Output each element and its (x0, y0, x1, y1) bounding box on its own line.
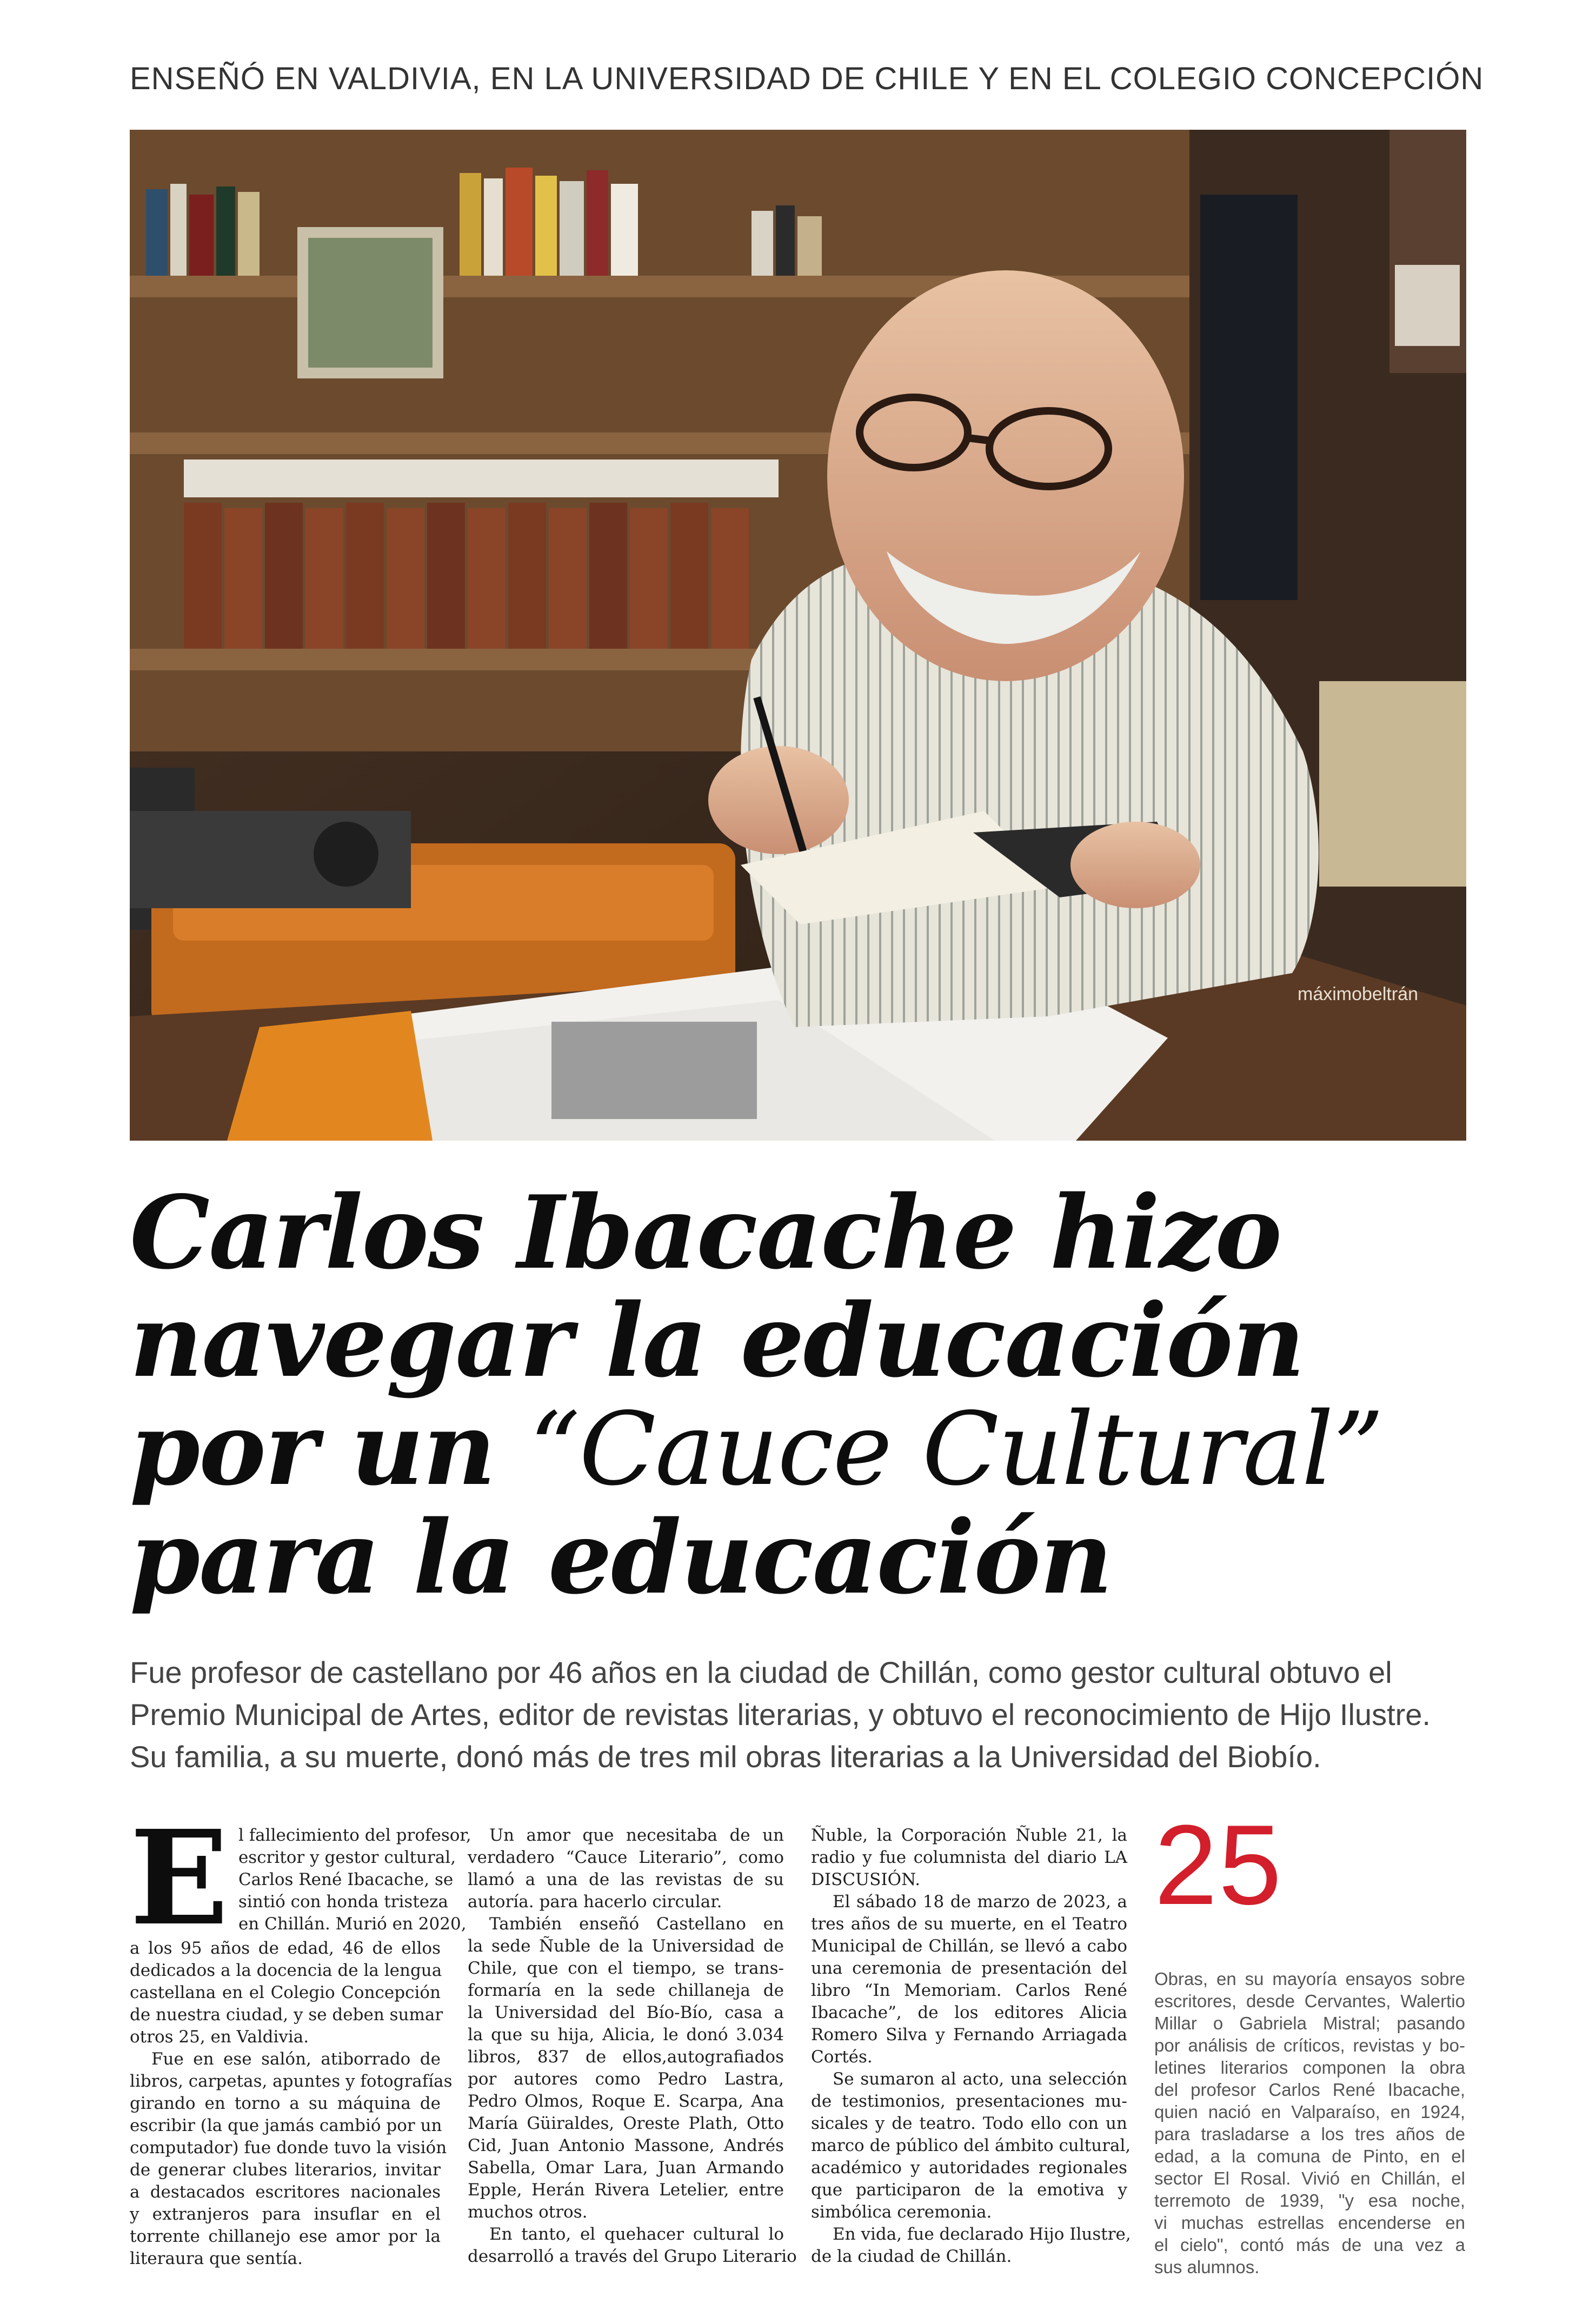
deck (130, 1652, 1476, 1778)
body-line: libros, 837 de ellos,autografiados (468, 2047, 784, 2067)
headline-line-4: para la educación (130, 1498, 1112, 1616)
body-line: libros, carpetas, apuntes y fotografías (130, 2072, 453, 2091)
sidebar-number: 25 (1154, 1801, 1283, 1928)
body-line: de nuestra ciudad, y se deben sumar (130, 2005, 443, 2025)
sidebar-line: letines literarios componen la obra (1154, 2057, 1465, 2077)
body-line: de testimonios, presentaciones mu- (811, 2092, 1127, 2111)
body-line: dedicados a la docencia de la lengua (130, 1961, 442, 1980)
body-line: Chile, que con el tiempo, se trans- (468, 1959, 784, 1978)
body-line: escritor y gestor cultural, (238, 1848, 456, 1867)
body-column-1 (130, 1802, 471, 2270)
body-line: de generar clubes literarios, invitar (130, 2160, 441, 2180)
sidebar-line: para trasladarse a los tres años de (1154, 2124, 1465, 2144)
body-line: literaura que sentía. (130, 2249, 303, 2268)
sidebar-line: escritores, desde Cervantes, Walertio (1154, 1991, 1465, 2011)
sidebar-line: sector El Rosal. Vivió en Chillán, el (1154, 2168, 1465, 2188)
body-line: En vida, fue declarado Hijo Ilustre, (833, 2225, 1131, 2244)
body-line: Fue en ese salón, atiborrado de (151, 2049, 441, 2069)
hanging-jacket (1200, 195, 1298, 600)
body-line: desarrolló a través del Grupo Literario (468, 2247, 797, 2266)
body-line: sicales y de teatro. Todo ello con un (811, 2114, 1127, 2133)
body-line: castellana en el Colegio Concepción (130, 1983, 441, 2002)
drop-cap: E (130, 1802, 229, 1954)
body-line: girando en torno a su máquina de (130, 2094, 441, 2113)
body-line: Pedro Olmos, Roque E. Scarpa, Ana (468, 2092, 784, 2111)
headline-line-3 (130, 1389, 1471, 1508)
body-line: escribir (la que jamás cambió por un (130, 2116, 442, 2135)
body-line: académico y autoridades regionales (811, 2158, 1127, 2178)
body-line: a los 95 años de edad, 46 de ellos (130, 1939, 441, 1958)
body-line: a destacados escritores nacionales (130, 2182, 441, 2202)
body-line: la sede Ñuble de la Universidad de (468, 1936, 784, 1956)
body-line: Epple, Herán Rivera Letelier, entre (468, 2180, 784, 2200)
body-line: en Chillán. Murió en 2020, (238, 1914, 467, 1934)
body-line: l fallecimiento del profesor, (238, 1826, 471, 1845)
body-line: tres años de su muerte, en el Teatro (811, 1914, 1127, 1934)
body-line: Ibacache”, de los editores Alicia (811, 2003, 1127, 2022)
body-line: por autores como Pedro Lastra, (468, 2069, 784, 2089)
sidebar-line: sus alumnos. (1154, 2257, 1260, 2277)
body-line: radio y fue columnista del diario LA (811, 1848, 1127, 1867)
body-line: Se sumaron al acto, una selección (833, 2069, 1127, 2089)
body-line: María Güiraldes, Oreste Plath, Otto (468, 2114, 784, 2133)
deck-line-1: Fue profesor de castellano por 46 años en la ciudad de Chillán, como gestor cultural obtuvo el (130, 1655, 1392, 1689)
sidebar-line: quien nació en Valparaíso, en 1924, (1154, 2102, 1465, 2122)
body-line: verdadero “Cauce Literario”, como (468, 1848, 784, 1867)
headline-line-1: Carlos Ibacache hizo (130, 1173, 1281, 1291)
body-line: DISCUSIÓN. (811, 1870, 921, 1889)
sidebar-line: Obras, en su mayoría ensayos sobre (1154, 1969, 1465, 1989)
body-line: Ñuble, la Corporación Ñuble 21, la (811, 1826, 1127, 1845)
body-line: computador) fue donde tuvo la visión (130, 2138, 447, 2157)
sidebar-line: Millar o Gabriela Mistral; pasando (1154, 2013, 1465, 2033)
body-line: Sabella, Omar Lara, Juan Armando (468, 2158, 784, 2178)
body-line: Un amor que necesitaba de un (489, 1826, 784, 1845)
body-line: Cid, Juan Antonio Massone, Andrés (468, 2136, 784, 2155)
photo-illustration (130, 130, 1466, 1141)
body-line: una ceremonia de presentación del (811, 1959, 1127, 1978)
body-line: sintió con honda tristeza (238, 1892, 448, 1912)
body-line: la Universidad del Bío-Bío, casa a (468, 2003, 784, 2022)
sidebar-line: edad, a la comuna de Pinto, en el (1154, 2146, 1465, 2166)
headline-line-3a: por un (130, 1389, 529, 1508)
body-line: de la ciudad de Chillán. (811, 2247, 1012, 2266)
deck-line-2: Premio Municipal de Artes, editor de revistas literarias, y obtuvo el reconocimiento de Hijo Ilustre. (130, 1697, 1431, 1732)
body-line: simbólica ceremonia. (811, 2202, 992, 2222)
body-line: llamó a una de las revistas de su (468, 1870, 784, 1889)
deck-line-3: Su familia, a su muerte, donó más de tres mil obras literarias a la Universidad del Biobío. (130, 1740, 1321, 1774)
body-line: Cortés. (811, 2047, 873, 2067)
body-column-2 (468, 1824, 797, 2268)
article-photo (130, 130, 1466, 1141)
body-line: torrente chillanejo ese amor por la (130, 2227, 441, 2246)
sidebar-line: el cielo", contó más de una vez a (1154, 2235, 1465, 2255)
headline (130, 1173, 1471, 1616)
body-line: También enseñó Castellano en (489, 1914, 784, 1934)
body-line: que participaron de la emotiva y (811, 2180, 1127, 2200)
body-line: y extranjeros para insuflar en el (130, 2205, 441, 2224)
body-line: Romero Silva y Fernando Arriagada (811, 2025, 1127, 2045)
photo-credit: máximobeltrán (1298, 984, 1418, 1004)
body-line: libro “In Memoriam. Carlos René (811, 1981, 1127, 2000)
body-line: la que su hija, Alicia, le donó 3.034 (468, 2025, 784, 2045)
body-line: En tanto, el quehacer cultural lo (489, 2225, 784, 2244)
sidebar-text (1154, 1968, 1465, 2278)
body-line: autoría. para hacerlo circular. (468, 1892, 722, 1912)
sidebar-line: vi muchas estrellas encenderse en (1154, 2213, 1465, 2233)
books-middle-shelf (184, 460, 779, 649)
headline-quote: “Cauce Cultural” (529, 1390, 1384, 1508)
body-line: formaría en la sede chillaneja de (468, 1981, 784, 2000)
headline-line-2: navegar la educación (130, 1281, 1305, 1400)
sidebar-line: por análisis de críticos, revistas y bo- (1154, 2035, 1465, 2055)
body-column-3 (811, 1824, 1131, 2268)
body-line: Municipal de Chillán, se llevó a cabo (811, 1936, 1127, 1956)
sidebar-line: terremoto de 1939, "y esa noche, (1154, 2190, 1465, 2210)
body-line: muchos otros. (468, 2202, 588, 2222)
body-line: marco de público del ámbito cultural, (811, 2136, 1131, 2155)
kicker: ENSEÑÓ EN VALDIVIA, EN LA UNIVERSIDAD DE CHILE Y EN EL COLEGIO CONCEPCIÓN (130, 61, 1484, 96)
body-line: El sábado 18 de marzo de 2023, a (833, 1892, 1127, 1912)
body-line: otros 25, en Valdivia. (130, 2027, 309, 2047)
sidebar-line: del profesor Carlos René Ibacache, (1154, 2080, 1465, 2100)
body-line: Carlos René Ibacache, se (238, 1870, 454, 1889)
